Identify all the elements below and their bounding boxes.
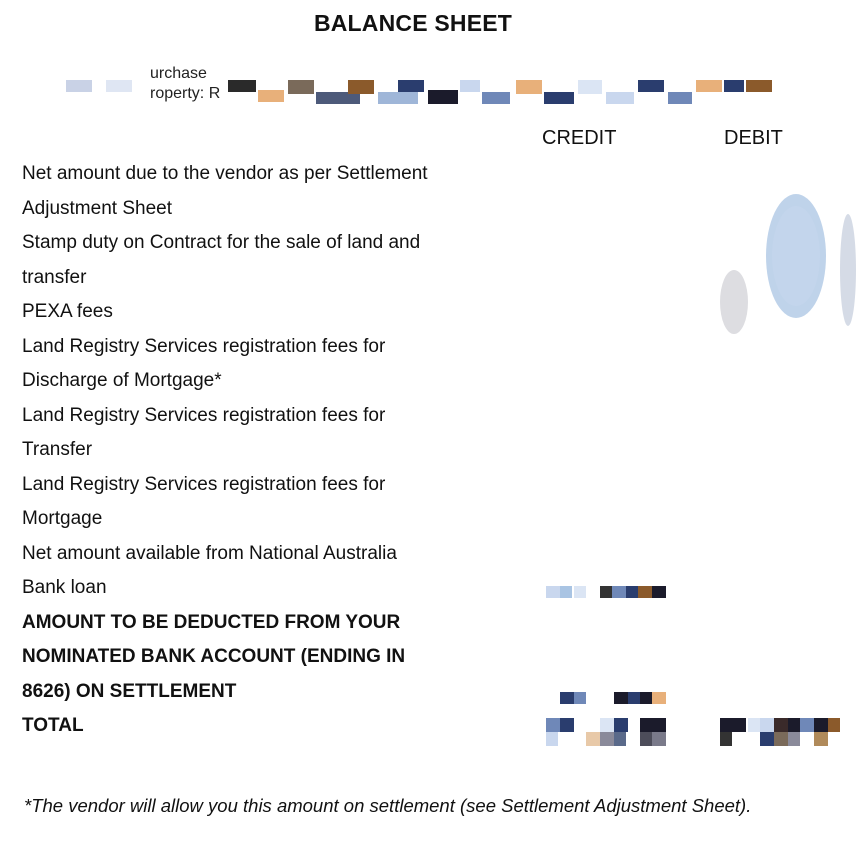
credit-column-header: CREDIT [542,127,617,149]
row-label-line: Stamp duty on Contract for the sale of land and [22,232,421,253]
redacted-loan-amount [546,586,670,600]
redacted-debit-total [720,718,844,748]
redacted-settlement-amount [560,692,670,706]
balance-sheet-row [22,537,522,606]
balance-sheet-row [22,399,522,468]
blurred-signature-mark [712,192,860,352]
balance-sheet-row [22,330,522,399]
row-label-line: Land Registry Services registration fees for [22,335,386,357]
redacted-purchase-prefix [66,80,146,96]
row-label-line: Land Registry Services registration fees for [22,404,386,426]
row-label-line: AMOUNT TO BE DEDUCTED FROM YOUR [22,611,401,633]
row-label-line: Mortgage [22,508,103,529]
page-title: BALANCE SHEET [313,10,513,36]
row-label-line: Transfer [22,439,93,460]
balance-sheet-items [22,157,522,744]
row-label-line: Net amount due to the vendor as per Settlement [22,163,428,184]
debit-column-header: DEBIT [724,127,783,149]
row-label-line: PEXA fees [22,301,113,322]
redacted-property-address [228,76,776,106]
purchase-property-info [150,64,220,104]
row-label-line: Bank loan [22,577,107,598]
balance-sheet-row [22,709,522,744]
row-label-line: Discharge of Mortgage* [22,370,222,391]
row-label-line: Adjustment Sheet [22,197,172,219]
balance-sheet-row [22,295,522,330]
row-label-line: TOTAL [22,715,84,736]
row-label-line: NOMINATED BANK ACCOUNT (ENDING IN [22,646,406,667]
balance-sheet-row [22,157,522,226]
row-label-line: Net amount available from National Australia [22,542,397,564]
balance-sheet-row [22,606,522,710]
balance-sheet-row [22,468,522,537]
row-label-line: Land Registry Services registration fees for [22,473,386,495]
purchase-label: urchase [150,65,207,82]
row-label-line: transfer [22,266,87,288]
row-label-line: 8626) ON SETTLEMENT [22,680,237,702]
vendor-allowance-footnote: *The vendor will allow you this amount on settlement (see Settlement Adjustment Sheet). [24,795,752,816]
redacted-credit-total [546,718,670,748]
balance-sheet-row [22,226,522,295]
property-label: roperty: R [150,85,221,102]
